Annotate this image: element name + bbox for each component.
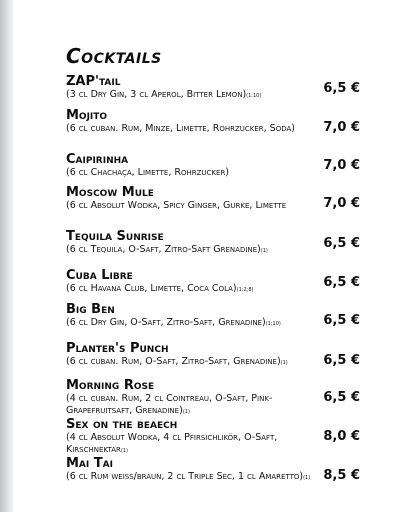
item-price: 6,5 € [323,81,360,96]
item-name: Morning Rose [66,378,155,393]
item-name: Planter's Punch [66,341,169,356]
item-name: Mai Tai [66,456,113,471]
item-name: Sex on the beaech [66,417,178,432]
item-name: ZAP'tail [66,74,121,89]
item-price: 6,5 € [323,313,360,328]
item-name: Tequila Sunrise [66,229,164,244]
item-name: Caipirinha [66,152,129,167]
item-description: (4 cl Absolut Wodka, 4 cl Pfirsichlikör, O-Saft, Kirschnektar(1) [66,432,278,455]
item-description: (6 cl Rum weiss/braun, 2 cl Triple Sec, 1 cl Amaretto)(1) [66,471,311,482]
item-description: (3 cl Dry Gin, 3 cl Aperol, Bitter Lemon)(1:10) [66,89,262,100]
item-price: 7,0 € [323,196,360,211]
item-description: (6 cl Chachaça, Limette, Rohrzucker) [66,167,230,178]
item-description: (6 cl Havana Club, Limette, Coca Cola)(1;2;8) [66,283,254,294]
item-price: 6,5 € [323,353,360,368]
item-description: (6 cl Dry Gin, O-Saft, Zitro-Saft, Grenadine)(1;10) [66,317,281,328]
item-price: 7,0 € [323,158,360,173]
item-note: (1;2;8) [236,287,254,293]
item-note: (1:10) [246,93,262,99]
item-note: (1) [182,408,190,415]
item-description: (6 cl Absolut Wodka, Spicy Ginger, Gurke, Limette [66,200,287,211]
item-note: (1) [280,360,288,366]
item-description: (6 cl Tequila, O-Saft, Zitro-Saft Grenadine)(1) [66,244,268,255]
item-name: Cuba Libre [66,268,133,283]
item-note: (1) [303,475,311,481]
item-name: Mojito [66,108,108,123]
item-note: (1;10) [265,321,281,327]
item-price: 6,5 € [323,236,360,251]
item-note: (1) [120,447,128,454]
item-description: (6 cl cuban. Rum, Minze, Limette, Rohrzucker, Soda) [66,123,295,134]
page-title: Cocktails [66,44,162,68]
item-price: 7,0 € [323,120,360,135]
item-price: 6,5 € [323,275,360,290]
item-price: 8,5 € [323,468,360,483]
item-note: (1) [260,248,268,254]
item-price: 6,5 € [323,390,360,405]
item-name: Big Ben [66,302,115,317]
item-name: Moscow Mule [66,185,154,200]
item-description: (6 cl cuban. Rum, O-Saft, Zitro-Saft, Grenadine)(1) [66,356,288,367]
page-edge-shadow [0,0,14,512]
item-price: 8,0 € [323,429,360,444]
item-description: (4 cl cuban. Rum, 2 cl Cointreau, O-Saft, Pink-Grapefruitsaft, Grenadine)(1) [66,393,273,416]
